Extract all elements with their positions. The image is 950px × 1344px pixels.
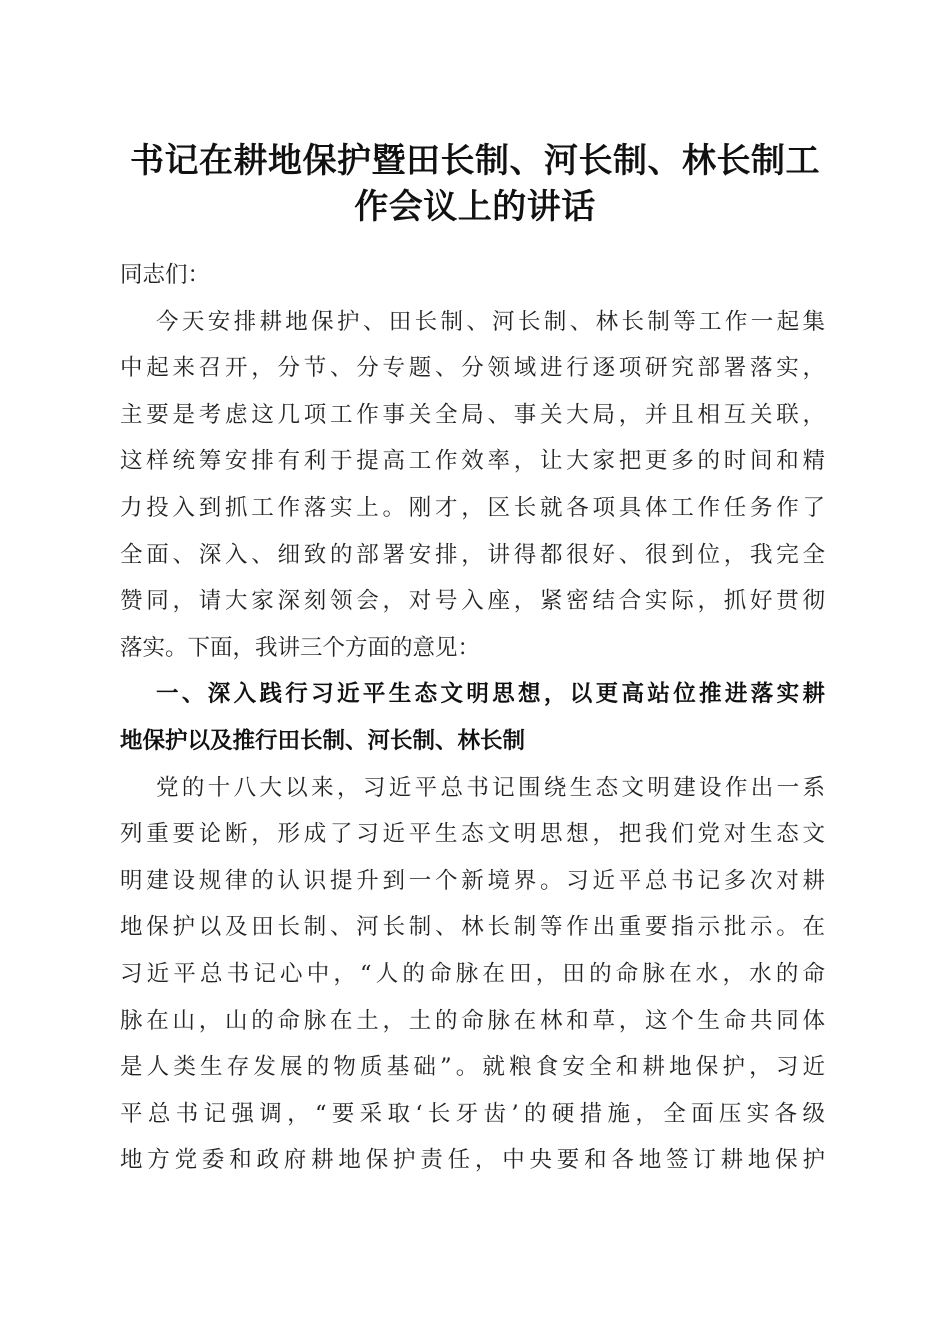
- paragraph-line: 落实。下面，我讲三个方面的意见：: [120, 634, 481, 661]
- paragraph-line: 地保护以及田长制、河长制、林长制等作出重要指示批示。在: [120, 914, 825, 941]
- paragraph-line: 地方党委和政府耕地保护责任，中央要和各地签订耕地保护: [120, 1147, 825, 1174]
- paragraph-line: 力投入到抓工作落实上。刚才，区长就各项具体工作任务作了: [120, 494, 825, 521]
- paragraph-line: 赞同，请大家深刻领会，对号入座，紧密结合实际，抓好贯彻: [120, 588, 825, 615]
- paragraph-line: 列重要论断，形成了习近平生态文明思想，把我们党对生态文: [120, 821, 825, 848]
- paragraph-line: 平总书记强调，“要采取‘长牙齿’的硬措施，全面压实各级: [120, 1100, 825, 1127]
- section-heading-line: 一、深入践行习近平生态文明思想，以更高站位推进落实耕: [156, 681, 825, 708]
- salutation: 同志们：: [120, 262, 211, 288]
- paragraph-line: 明建设规律的认识提升到一个新境界。习近平总书记多次对耕: [120, 867, 825, 894]
- paragraph-line: 中起来召开，分节、分专题、分领域进行逐项研究部署落实，: [120, 355, 825, 382]
- paragraph-line: 党的十八大以来，习近平总书记围绕生态文明建设作出一系: [156, 774, 825, 801]
- paragraph-line: 主要是考虑这几项工作事关全局、事关大局，并且相互关联，: [120, 401, 825, 428]
- paragraph-line: 全面、深入、细致的部署安排，讲得都很好、很到位，我完全: [120, 541, 825, 568]
- paragraph-line: 今天安排耕地保护、田长制、河长制、林长制等工作一起集: [156, 308, 825, 335]
- document-title: [115, 138, 835, 230]
- paragraph-line: 习近平总书记心中，“人的命脉在田，田的命脉在水，水的命: [120, 960, 825, 987]
- section-heading-line: 地保护以及推行田长制、河长制、林长制: [120, 727, 526, 754]
- paragraph-line: 这样统筹安排有利于提高工作效率，让大家把更多的时间和精: [120, 448, 825, 475]
- document-body: [120, 252, 825, 1184]
- paragraph-line: 是人类生存发展的物质基础”。就粮食安全和耕地保护，习近: [120, 1054, 825, 1081]
- title-line-2: 作会议上的讲话: [354, 187, 596, 227]
- title-line-1: 书记在耕地保护暨田长制、河长制、林长制工: [130, 141, 820, 181]
- paragraph-line: 脉在山，山的命脉在土，土的命脉在林和草，这个生命共同体: [120, 1007, 825, 1034]
